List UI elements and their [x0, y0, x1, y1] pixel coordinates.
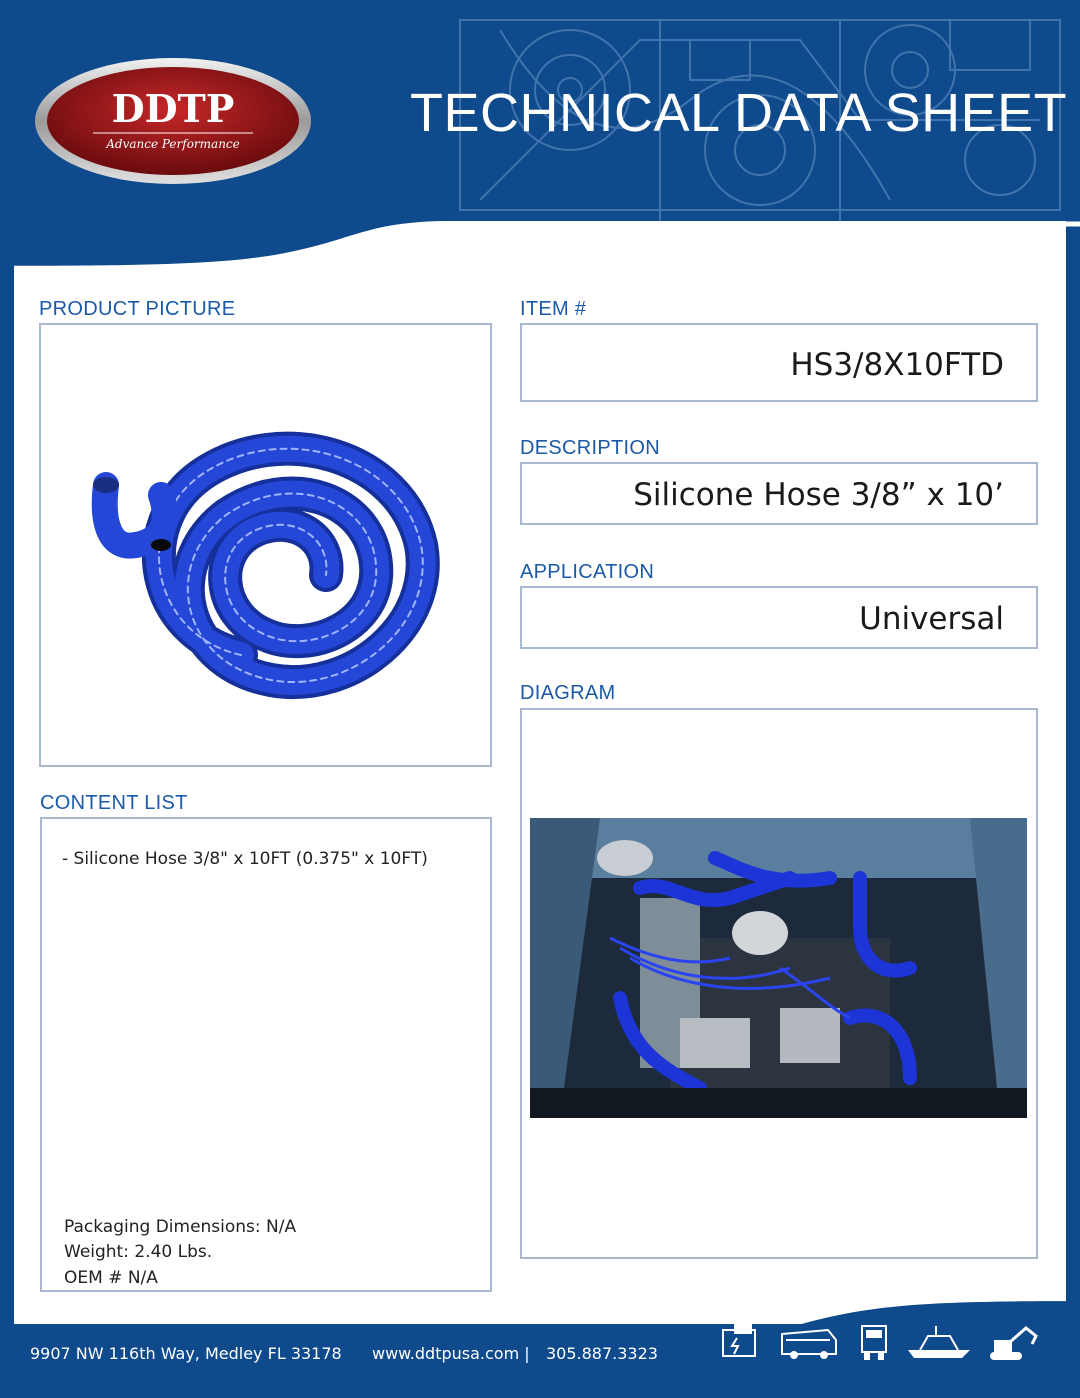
application-box: [520, 586, 1038, 649]
product-picture-label: PRODUCT PICTURE: [39, 298, 236, 320]
engine-bay-image: [530, 818, 1027, 1118]
page-title: TECHNICAL DATA SHEET: [410, 83, 1068, 143]
weight: Weight: 2.40 Lbs.: [64, 1242, 213, 1262]
item-label: ITEM #: [520, 298, 587, 320]
diagram-label: DIAGRAM: [520, 682, 616, 704]
ddtp-logo: [33, 56, 313, 186]
footer-phone[interactable]: 305.887.3323: [546, 1344, 658, 1363]
svg-text:Advance Performance: Advance Performance: [106, 137, 240, 151]
description-box: [520, 462, 1038, 525]
packaging-dimensions: Packaging Dimensions: N/A: [64, 1217, 297, 1237]
description-value: Silicone Hose 3/8” x 10’: [633, 477, 1004, 513]
generator-icon: [720, 1322, 758, 1362]
header-swoosh: [0, 210, 1080, 270]
footer-address: 9907 NW 116th Way, Medley FL 33178: [30, 1344, 342, 1363]
content-list-item: - Silicone Hose 3/8" x 10FT (0.375" x 10FT): [62, 849, 428, 869]
oem-number: OEM # N/A: [64, 1268, 158, 1288]
description-label: DESCRIPTION: [520, 437, 660, 459]
application-value: Universal: [859, 601, 1004, 637]
bus-icon: [778, 1322, 840, 1362]
item-box: [520, 323, 1038, 402]
application-label: APPLICATION: [520, 561, 655, 583]
silicone-hose-image: [41, 325, 494, 769]
product-picture-box: [39, 323, 492, 767]
yacht-icon: [906, 1322, 972, 1362]
content-list-box: [40, 817, 492, 1292]
content-list-label: CONTENT LIST: [40, 792, 188, 814]
svg-text:DDTP: DDTP: [111, 86, 235, 131]
item-number: HS3/8X10FTD: [790, 347, 1004, 383]
footer-website[interactable]: www.ddtpusa.com |: [372, 1344, 530, 1363]
excavator-icon: [986, 1322, 1042, 1362]
diagram-box: [520, 708, 1038, 1259]
truck-icon: [858, 1322, 890, 1362]
